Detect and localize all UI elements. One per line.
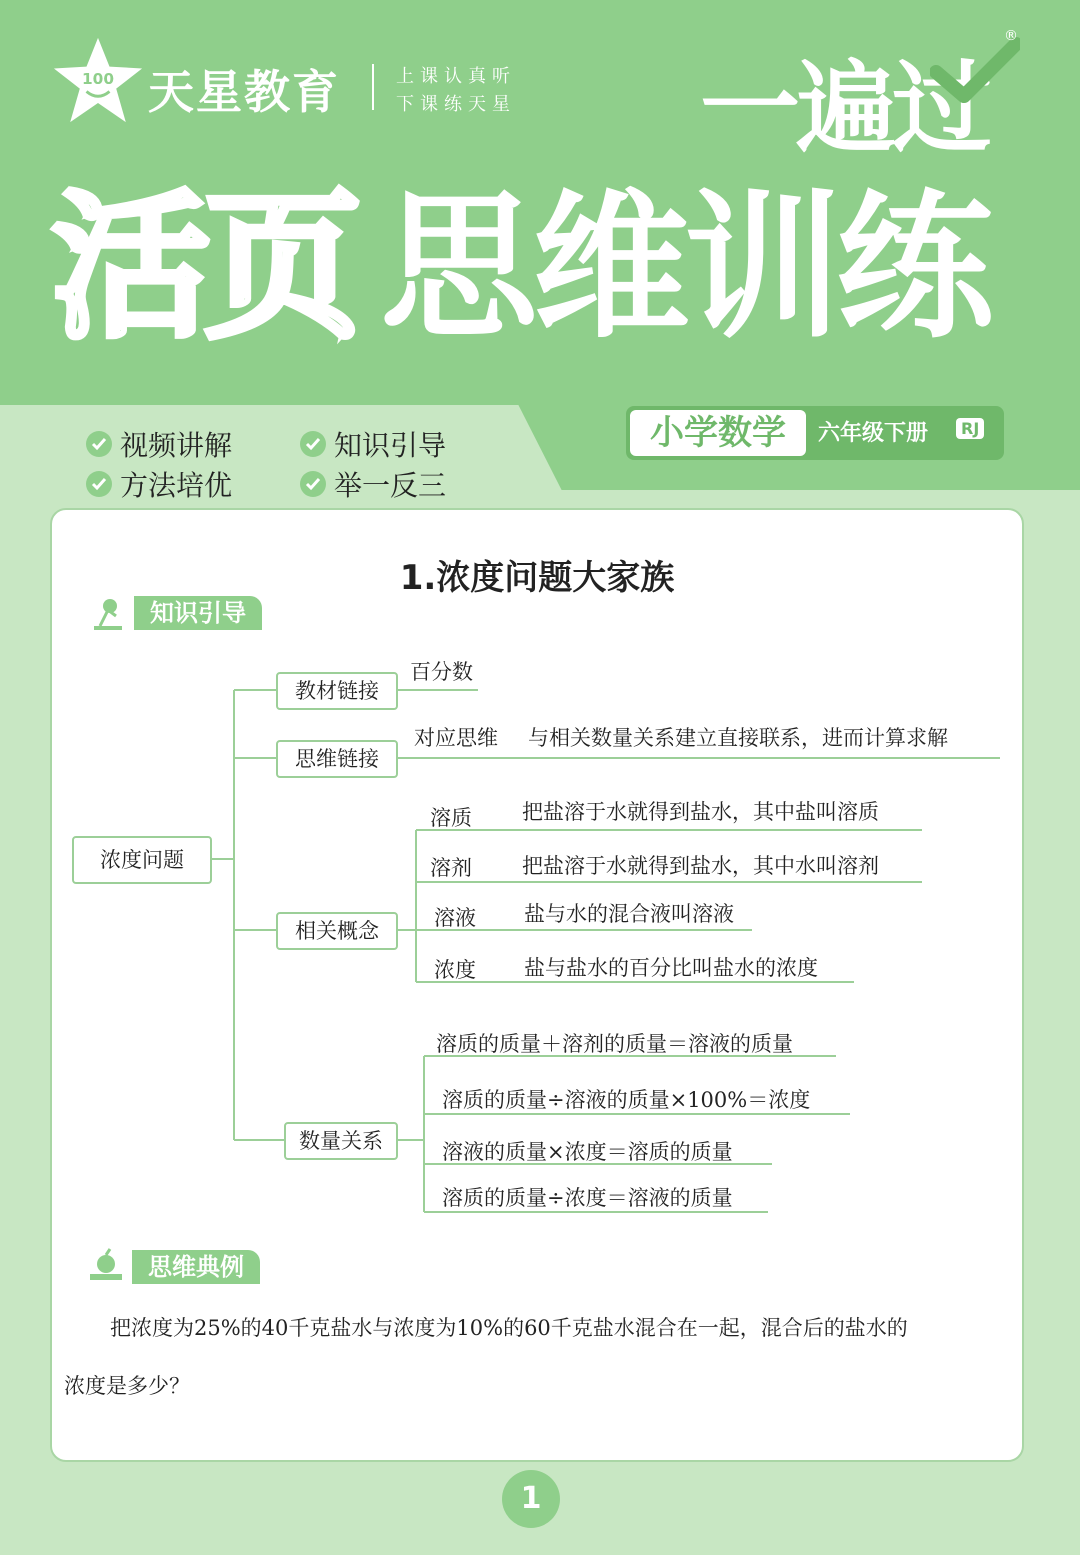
concept-definition: 把盐溶于水就得到盐水，其中水叫溶剂	[522, 854, 879, 878]
mind-map-branch-4: 数量关系	[284, 1122, 398, 1160]
logo-badge-text: 100	[82, 69, 114, 88]
formula: 溶质的质量÷溶液的质量×100%＝浓度	[442, 1088, 811, 1112]
brand-divider	[372, 64, 374, 110]
feature-item	[86, 464, 232, 504]
slogan-line-1: 上课认真听	[396, 66, 516, 87]
formula: 溶液的质量×浓度＝溶质的质量	[442, 1140, 733, 1164]
star-logo-icon	[50, 34, 146, 126]
formula: 溶质的质量＋溶剂的质量＝溶液的质量	[436, 1032, 793, 1056]
subject-label: 小学数学	[630, 410, 806, 456]
feature-label: 知识引导	[334, 429, 447, 462]
mind-map-branch-1: 教材链接	[276, 672, 398, 710]
page-number: 1	[502, 1470, 560, 1528]
slogan-line-2: 下课练天星	[396, 94, 516, 115]
feature-item	[86, 424, 232, 464]
formula: 溶质的质量÷浓度＝溶液的质量	[442, 1186, 733, 1210]
example-line-1: 把浓度为25%的40千克盐水与浓度为10%的60千克盐水混合在一起，混合后的盐水的	[110, 1316, 908, 1340]
check-circle-icon	[300, 431, 326, 457]
concept-term: 溶液	[434, 906, 476, 930]
concept-definition: 把盐溶于水就得到盐水，其中盐叫溶质	[522, 800, 879, 824]
series-name: 一遍过	[700, 50, 988, 167]
section-tag-knowledge: 知识引导	[134, 596, 262, 630]
concept-term: 浓度	[434, 958, 476, 982]
concept-definition: 盐与盐水的百分比叫盐水的浓度	[524, 956, 818, 980]
concept-definition: 盐与水的混合液叫溶液	[524, 902, 734, 926]
mind-map-branch-3: 相关概念	[276, 912, 398, 950]
feature-label: 举一反三	[334, 469, 447, 502]
mind-map-root: 浓度问题	[72, 836, 212, 884]
section-tag-example: 思维典例	[132, 1250, 260, 1284]
check-circle-icon	[300, 471, 326, 497]
check-circle-icon	[86, 431, 112, 457]
checkmark-icon	[930, 36, 1020, 106]
feature-item	[300, 424, 446, 464]
concept-term: 溶剂	[430, 856, 472, 880]
mind-map-leaf: 百分数	[410, 660, 473, 684]
feature-item	[300, 464, 446, 504]
feature-label: 视频讲解	[120, 429, 233, 462]
lesson-title: 1.浓度问题大家族	[399, 558, 675, 598]
check-circle-icon	[86, 471, 112, 497]
example-line-2: 浓度是多少？	[64, 1374, 190, 1398]
edition-badge: RJ	[956, 418, 984, 439]
apple-book-icon	[86, 1246, 126, 1286]
main-title-part-2: 思维训练	[380, 176, 988, 360]
registered-mark: ®	[1004, 28, 1018, 44]
subject-badge	[626, 406, 1004, 460]
concept-term: 溶质	[430, 806, 472, 830]
mind-map-branch-2: 思维链接	[276, 740, 398, 778]
mind-map-leaf-value: 与相关数量关系建立直接联系，进而计算求解	[528, 726, 948, 750]
feature-label: 方法培优	[120, 469, 233, 502]
grade-label: 六年级下册	[818, 421, 929, 446]
content-card	[50, 508, 1024, 1462]
mind-map-leaf-key: 对应思维	[414, 726, 498, 750]
main-title-part-1: 活页	[52, 176, 356, 360]
brand-name: 天星教育	[148, 65, 340, 119]
